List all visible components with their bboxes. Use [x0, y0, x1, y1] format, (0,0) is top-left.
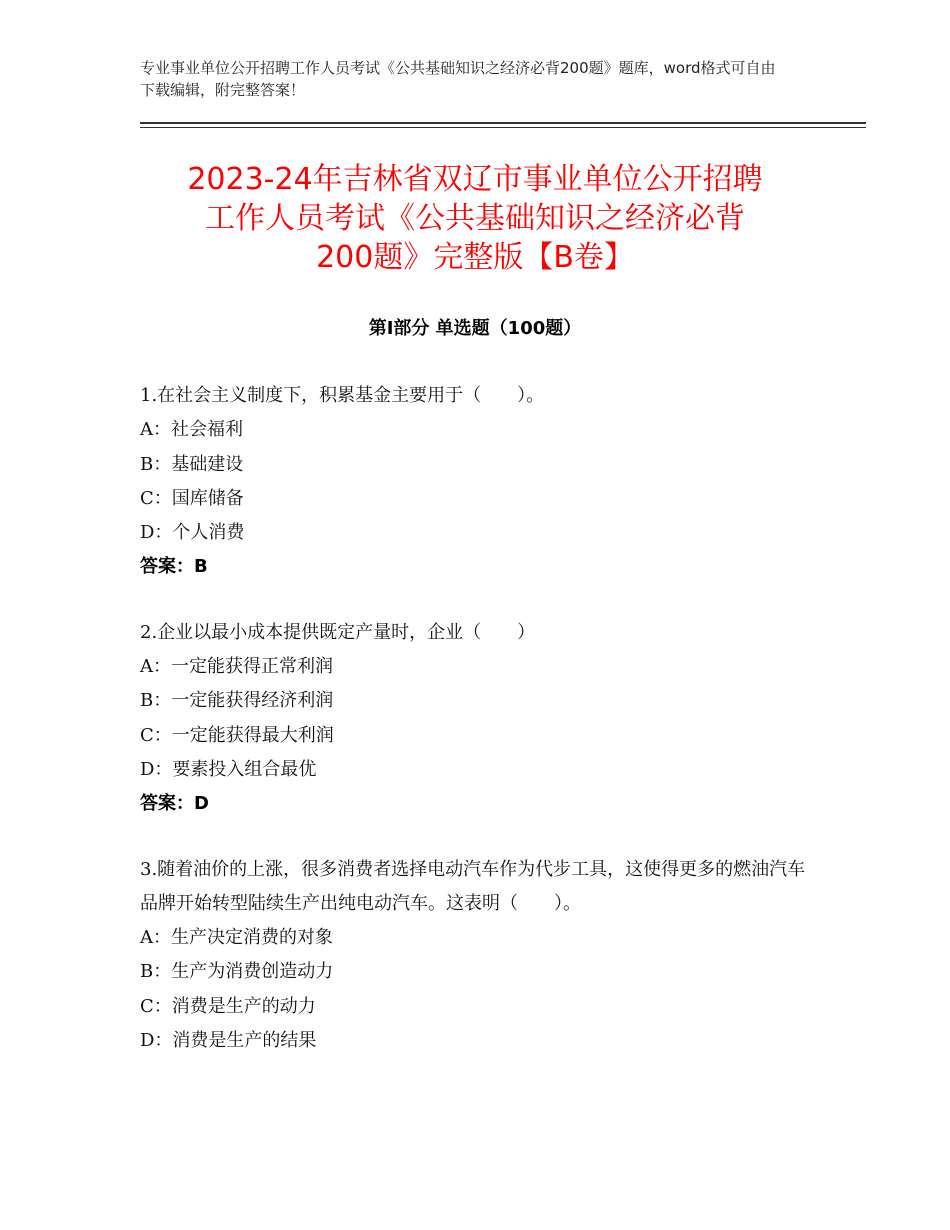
- section-title: 第Ⅰ部分 单选题（100题）: [368, 318, 582, 339]
- title-line-1: 2023-24年吉林省双辽市事业单位公开招聘: [187, 162, 763, 197]
- header-divider-thin: [140, 127, 866, 128]
- option-d: D：消费是生产的结果: [140, 1030, 317, 1052]
- header-note: 专业事业单位公开招聘工作人员考试《公共基础知识之经济必背200题》题库，word格式可自由下载编辑，附完整答案！: [140, 59, 776, 99]
- title-line-2: 工作人员考试《公共基础知识之经济必背: [205, 201, 745, 236]
- answer: 答案：B: [140, 556, 208, 578]
- option-c: C：国库储备: [140, 487, 244, 509]
- option-d: D：个人消费: [140, 522, 245, 544]
- option-b: B：生产为消费创造动力: [140, 961, 334, 983]
- option-a: A：生产决定消费的对象: [140, 927, 333, 949]
- question-1: [140, 379, 810, 585]
- question-list: [140, 379, 810, 1089]
- question-stem: 2.企业以最小成本提供既定产量时，企业（ ）: [140, 621, 536, 643]
- document-title: [100, 160, 850, 277]
- header-divider-thick: [140, 122, 866, 124]
- question-stem: 3.随着油价的上涨，很多消费者选择电动汽车作为代步工具，这使得更多的燃油汽车品牌开始转型陆续生产出纯电动汽车。这表明（ ）。: [140, 858, 806, 914]
- answer: 答案：D: [140, 793, 209, 815]
- question-2: [140, 616, 810, 822]
- option-b: B：一定能获得经济利润: [140, 690, 334, 712]
- option-d: D：要素投入组合最优: [140, 758, 317, 780]
- question-stem: 1.在社会主义制度下，积累基金主要用于（ ）。: [140, 385, 545, 406]
- option-b: B：基础建设: [140, 453, 244, 475]
- option-c: C：消费是生产的动力: [140, 995, 316, 1017]
- option-a: A：一定能获得正常利润: [140, 656, 333, 678]
- title-line-3: 200题》完整版【B卷】: [316, 240, 634, 275]
- question-3: [140, 853, 810, 1059]
- option-c: C：一定能获得最大利润: [140, 724, 334, 746]
- option-a: A：社会福利: [140, 419, 243, 441]
